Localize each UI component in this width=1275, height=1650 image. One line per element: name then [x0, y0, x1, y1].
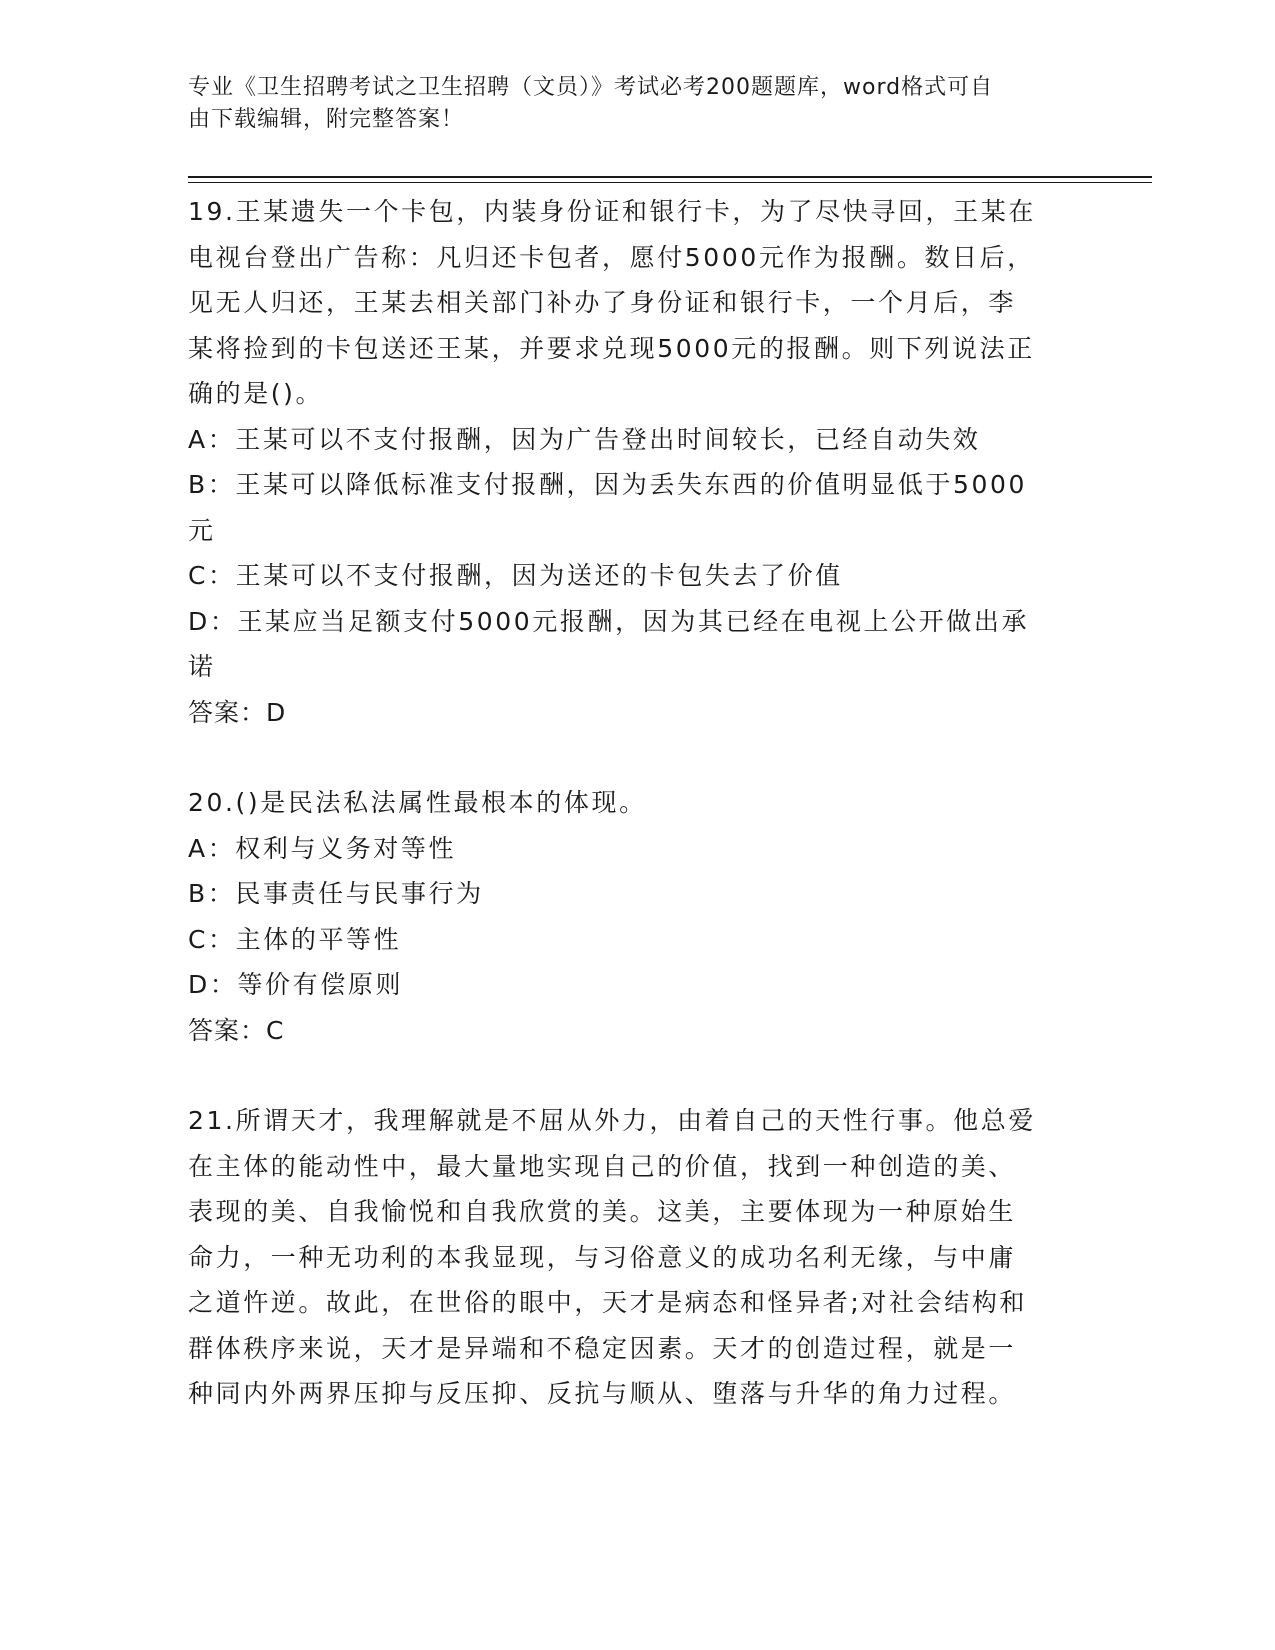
- option-b: B：王某可以降低标准支付报酬，因为丢失东西的价值明显低于5000: [188, 470, 1027, 499]
- header-line-2: 由下载编辑，附完整答案！: [188, 107, 465, 132]
- question-19: [188, 189, 1068, 735]
- answer-label: 答案：C: [188, 1015, 285, 1045]
- option-b-continued: 元: [188, 515, 216, 545]
- header-divider-thick: [188, 176, 1152, 178]
- question-text-line: 种同内外两界压抑与反压抑、反抗与顺从、堕落与升华的角力过程。: [188, 1379, 1017, 1408]
- option-a: A：权利与义务对等性: [188, 833, 457, 863]
- question-text-line: 电视台登出广告称：凡归还卡包者，愿付5000元作为报酬。数日后，: [188, 242, 1035, 272]
- header-line-1: 专业《卫生招聘考试之卫生招聘（文员）》考试必考200题题库，word格式可自: [188, 75, 994, 100]
- option-c: C：王某可以不支付报酬，因为送还的卡包失去了价值: [188, 561, 843, 590]
- question-21: [188, 1098, 1068, 1417]
- option-a: A：王某可以不支付报酬，因为广告登出时间较长，已经自动失效: [188, 424, 981, 454]
- document-header: [188, 72, 1068, 136]
- question-text-line: 19.王某遗失一个卡包，内装身份证和银行卡，为了尽快寻回，王某在: [188, 197, 1036, 226]
- answer-label: 答案：D: [188, 697, 287, 727]
- option-c: C：主体的平等性: [188, 924, 402, 954]
- question-text-line: 群体秩序来说，天才是异端和不稳定因素。天才的创造过程，就是一: [188, 1333, 1017, 1363]
- question-text-line: 之道忤逆。故此，在世俗的眼中，天才是病态和怪异者;对社会结构和: [188, 1288, 1028, 1317]
- option-b: B：民事责任与民事行为: [188, 879, 484, 908]
- question-text-line: 20.()是民法私法属性最根本的体现。: [188, 788, 647, 817]
- question-20: [188, 780, 1068, 1053]
- question-text-line: 某将捡到的卡包送还王某，并要求兑现5000元的报酬。则下列说法正: [188, 333, 1035, 363]
- question-text-line: 命力，一种无功利的本我显现，与习俗意义的成功名利无缘，与中庸: [188, 1242, 1017, 1272]
- document-body: [188, 189, 1068, 1462]
- question-text-line: 21.所谓天才，我理解就是不屈从外力，由着自己的天性行事。他总爱: [188, 1106, 1036, 1135]
- question-text-line: 在主体的能动性中，最大量地实现自己的价值，找到一种创造的美、: [188, 1151, 1017, 1181]
- option-d: D：王某应当足额支付5000元报酬，因为其已经在电视上公开做出承: [188, 606, 1030, 636]
- header-divider-thin: [188, 182, 1152, 183]
- question-text-line: 见无人归还，王某去相关部门补办了身份证和银行卡，一个月后，李: [188, 288, 1017, 317]
- question-text-line: 表现的美、自我愉悦和自我欣赏的美。这美，主要体现为一种原始生: [188, 1197, 1017, 1226]
- option-d: D：等价有偿原则: [188, 970, 404, 999]
- question-text-line: 确的是()。: [188, 379, 324, 408]
- option-d-continued: 诺: [188, 652, 216, 681]
